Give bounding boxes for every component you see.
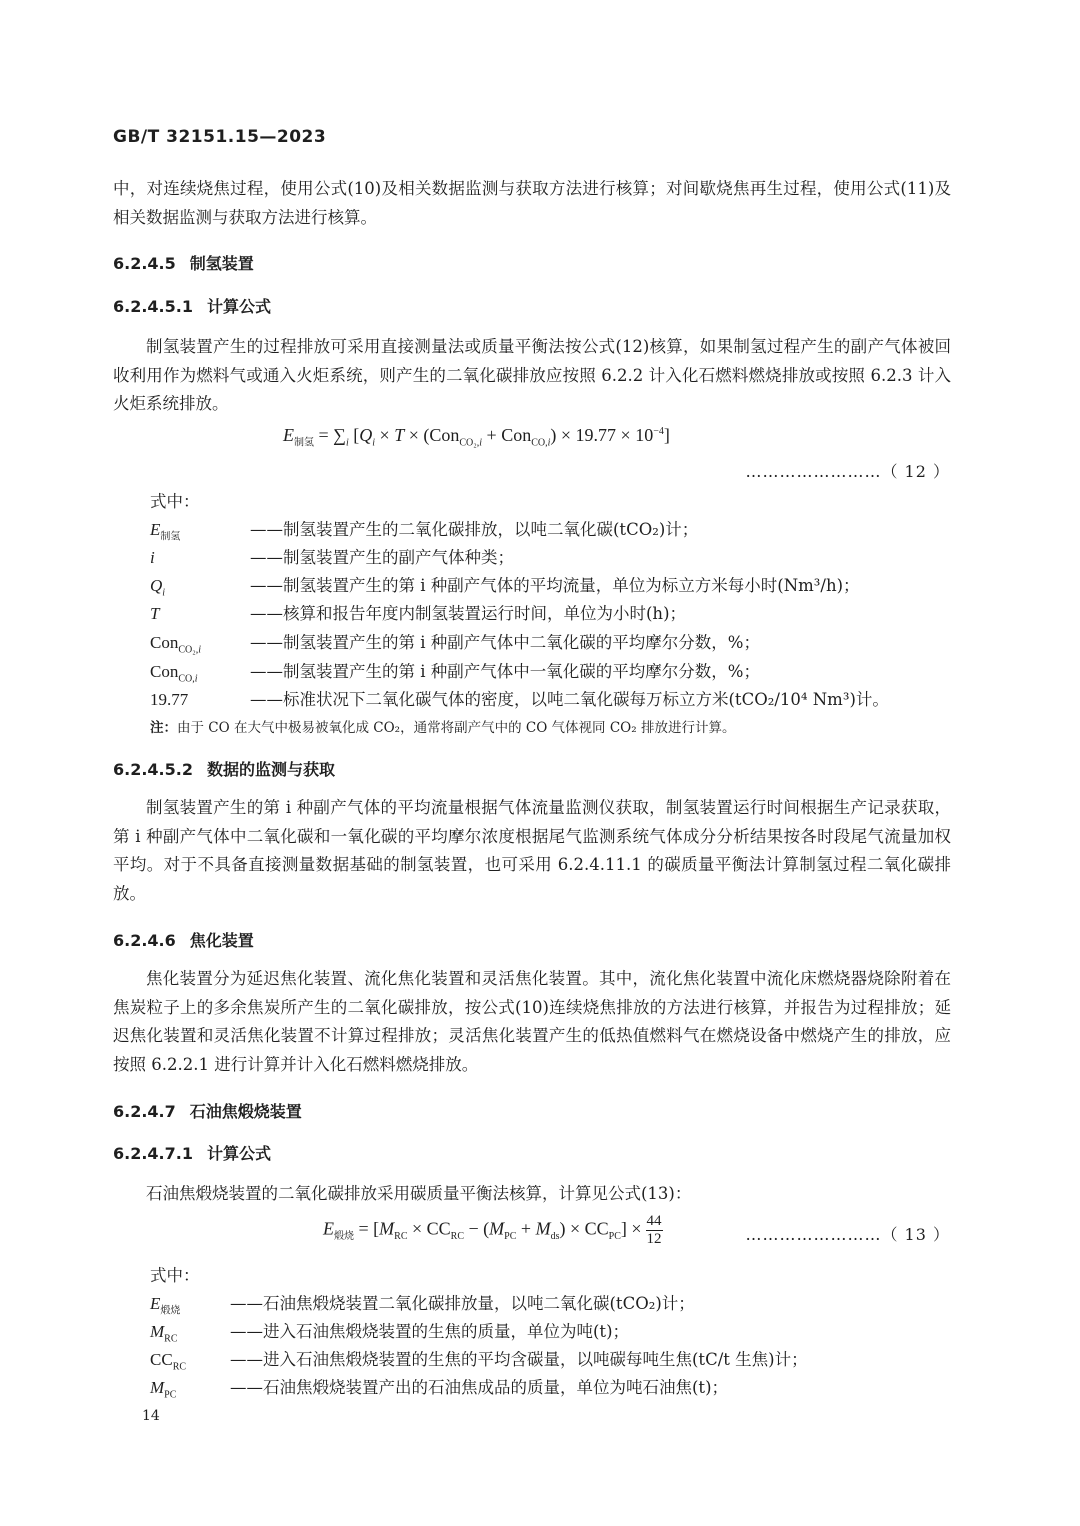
variable-row xyxy=(150,600,686,626)
section-title: 石油焦煅烧装置 xyxy=(189,1102,302,1121)
section-title: 计算公式 xyxy=(206,1144,271,1163)
variable-symbol: $M_{PC}$ xyxy=(150,1378,177,1401)
note xyxy=(150,716,735,736)
section-number: 6.2.4.6 xyxy=(113,931,176,950)
coking-paragraph: 焦化装置分为延迟焦化装置、流化焦化装置和灵活焦化装置。其中，流化焦化装置中流化床燃烧器烧除附着在焦炭粒子上的多余焦炭所产生的二氧化碳排放，按公式(10)连续烧焦排放的方法进行核算，并报告为过程排放；延迟焦化装置和灵活焦化装置不计算过程排放；灵活焦化装置产生的低热值燃料气在燃烧设备中燃烧产生的排放，应按照 6.2.2.1 进行计算并计入化石燃料燃烧排放。 xyxy=(113,969,951,1074)
section-number: 6.2.4.5.2 xyxy=(113,760,193,779)
formula-12: $E_{制氢} = \sum_i$ $[Q_i \times T \times (Con_{CO_2,i} + Con_{CO,i}) \times 19.77 \times 10^{-4}]$ xyxy=(283,425,670,449)
variable-symbol: $E_{煅烧}$ xyxy=(150,1294,181,1317)
formula-13-leader: …………………… xyxy=(745,1225,882,1244)
section-title: 焦化装置 xyxy=(189,931,254,950)
standard-number: GB/T 32151.15—2023 xyxy=(113,127,327,147)
section-title: 制氢装置 xyxy=(189,254,254,273)
intro-paragraph: 中，对连续烧焦过程，使用公式(10)及相关数据监测与获取方法进行核算；对间歇烧焦再生过程，使用公式(11)及相关数据监测与获取方法进行核算。 xyxy=(113,179,951,227)
variable-description: ——石油焦煅烧装置产出的石油焦成品的质量，单位为吨石油焦(t)； xyxy=(230,1378,729,1397)
variable-symbol: $CC_{RC}$ xyxy=(150,1350,187,1373)
section-heading-6-2-4-7 xyxy=(113,1099,302,1122)
variable-description: ——石油焦煅烧装置二氧化碳排放量，以吨二氧化碳(tCO₂)计； xyxy=(230,1294,695,1313)
variable-row xyxy=(150,1318,629,1344)
section-heading-6-2-4-5-2 xyxy=(113,757,335,780)
variable-description: ——核算和报告年度内制氢装置运行时间，单位为小时(h)； xyxy=(250,604,687,623)
variable-description: ——制氢装置产生的第 i 种副产气体中一氧化碳的平均摩尔分数，%； xyxy=(250,662,760,681)
variable-row xyxy=(150,629,760,655)
variable-description: ——标准状况下二氧化碳气体的密度，以吨二氧化碳每万标立方米(tCO₂/10⁴ Nm³)计。 xyxy=(250,690,889,709)
variable-row xyxy=(150,544,514,570)
monitoring-paragraph: 制氢装置产生的第 i 种副产气体的平均流量根据气体流量监测仪获取，制氢装置运行时间根据生产记录获取，第 i 种副产气体中二氧化碳和一氧化碳的平均摩尔浓度根据尾气监测系统气体成分分析结果按各时段尾气流量加权平均。对于不具备直接测量数据基础的制氢装置，也可采用 6.2.4.11.1 的碳质量平衡法计算制氢过程二氧化碳排放。 xyxy=(113,798,951,903)
note-label: 注： xyxy=(150,720,177,736)
variable-description: ——进入石油焦煅烧装置的生焦的平均含碳量，以吨碳每吨生焦(tC/t 生焦)计； xyxy=(230,1350,808,1369)
variable-symbol: Con$_{CO_2,i}$ xyxy=(150,633,202,656)
where-label: 式中： xyxy=(150,492,200,511)
variable-row xyxy=(150,516,698,542)
calcination-paragraph: 石油焦煅烧装置的二氧化碳排放采用碳质量平衡法核算，计算见公式(13)： xyxy=(146,1184,692,1203)
formula-13: $E_{煅烧} = [M_{RC} \times CC_{RC} - (M_{PC} + M_{ds}) \times CC_{PC}]$ × $\frac{44}{12}$ xyxy=(323,1213,662,1247)
where-label: 式中： xyxy=(150,1266,200,1285)
variable-symbol: $E_{制氢}$ xyxy=(150,520,181,543)
section-number: 6.2.4.7 xyxy=(113,1102,176,1121)
variable-row xyxy=(150,1290,695,1316)
variable-description: ——制氢装置产生的二氧化碳排放，以吨二氧化碳(tCO₂)计； xyxy=(250,520,699,539)
section-heading-6-2-4-7-1 xyxy=(113,1141,271,1164)
variable-symbol: i xyxy=(150,548,155,567)
variable-description: ——制氢装置产生的第 i 种副产气体的平均流量，单位为标立方米每小时(Nm³/h)； xyxy=(250,576,860,595)
variable-symbol: T xyxy=(150,604,160,623)
variable-row xyxy=(150,1374,728,1400)
variable-description: ——制氢装置产生的副产气体种类； xyxy=(250,548,514,567)
variable-row xyxy=(150,1346,808,1372)
variable-row xyxy=(150,658,760,684)
variable-symbol: 19.77 xyxy=(150,690,189,709)
section-title: 数据的监测与获取 xyxy=(206,760,335,779)
hydrogen-paragraph: 制氢装置产生的过程排放可采用直接测量法或质量平衡法按公式(12)核算，如果制氢过程产生的副产气体被回收利用作为燃料气或通入火炬系统，则产生的二氧化碳排放应按照 6.2.2 计入化石燃料燃烧排放或按照 6.2.3 计入火炬系统排放。 xyxy=(113,337,951,413)
note-text: 由于 CO 在大气中极易被氧化成 CO₂，通常将副产气中的 CO 气体视同 CO₂ 排放进行计算。 xyxy=(177,720,736,736)
formula-13-number xyxy=(745,1222,950,1245)
variable-description: ——进入石油焦煅烧装置的生焦的质量，单位为吨(t)； xyxy=(230,1322,630,1341)
variable-symbol: $M_{RC}$ xyxy=(150,1322,178,1345)
variable-row xyxy=(150,686,889,712)
page-number: 14 xyxy=(142,1408,160,1424)
variable-symbol: Con$_{CO,i}$ xyxy=(150,662,198,685)
variable-row xyxy=(150,572,860,598)
variable-description: ——制氢装置产生的第 i 种副产气体中二氧化碳的平均摩尔分数，%； xyxy=(250,633,760,652)
section-number: 6.2.4.7.1 xyxy=(113,1144,193,1163)
section-title: 计算公式 xyxy=(206,297,271,316)
formula-13-label: （ 13 ） xyxy=(881,1225,950,1244)
section-heading-6-2-4-5-1 xyxy=(113,294,271,317)
section-heading-6-2-4-6 xyxy=(113,928,254,951)
variable-symbol: $Q_i$ xyxy=(150,576,166,599)
formula-12-number: ……………………（ 12 ） xyxy=(745,462,950,481)
section-number: 6.2.4.5.1 xyxy=(113,297,193,316)
section-heading-6-2-4-5 xyxy=(113,251,254,274)
section-number: 6.2.4.5 xyxy=(113,254,176,273)
